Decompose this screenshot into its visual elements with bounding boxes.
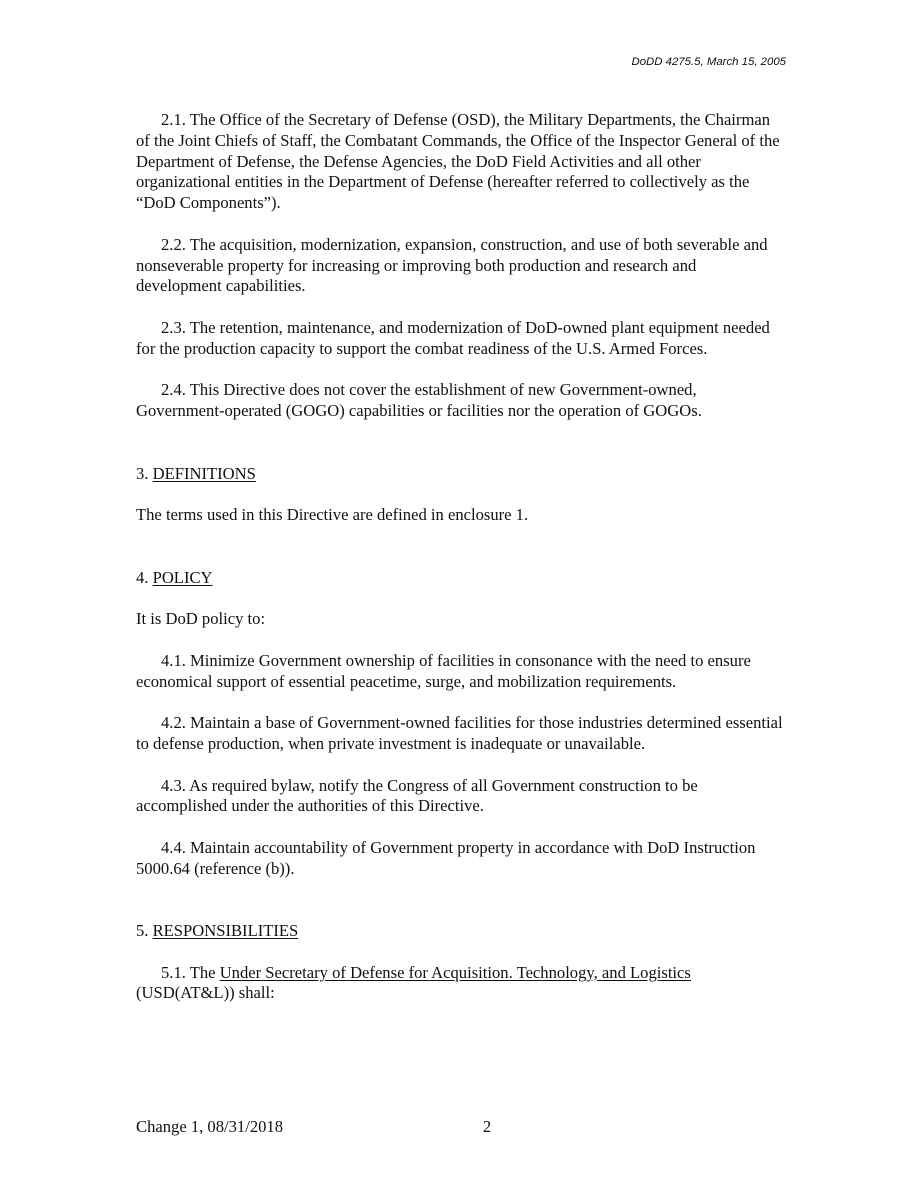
section-number: 3. [136, 463, 153, 483]
section-heading-policy [136, 568, 786, 589]
section-number: 5. [136, 921, 153, 941]
section-gap [136, 547, 786, 568]
section-title: RESPONSIBILITIES [152, 921, 299, 941]
paragraph-4-4: 4.4. Maintain accountability of Government property in accordance with DoD Instruction 5000.64 (reference (b)). [136, 837, 756, 878]
running-head: DoDD 4275.5, March 15, 2005 [631, 56, 786, 68]
paragraph-4-1: 4.1. Minimize Government ownership of facilities in consonance with the need to ensure economical support of essential peacetime, surge, and mobilization requirements. [136, 650, 751, 691]
paragraph-4-2: 4.2. Maintain a base of Government-owned facilities for those industries determined essential to defense production, when private investment is inadequate or unavailable. [136, 713, 783, 753]
paragraph-2-4: 2.4. This Directive does not cover the establishment of new Government-owned, Government-operated (GOGO) capabilities or facilities nor the operation of GOGOs. [136, 380, 702, 421]
section-heading-definitions [136, 464, 786, 485]
paragraph-2-1: 2.1. The Office of the Secretary of Defense (OSD), the Military Departments, the Chairman of the Joint Chiefs of Staff, the Combatant Commands, the Office of the Inspector General of the Department of Defense, the Defense Agencies, the DoD Field Activities and all other organizational entities in the Department of Defense (hereafter referred to collectively as the “DoD Components”). [136, 110, 780, 213]
document-body [136, 110, 786, 1025]
section-gap [136, 900, 786, 921]
paragraph-4-3: 4.3. As required bylaw, notify the Congress of all Government construction to be accomplished under the authorities of this Directive. [136, 775, 698, 816]
paragraph-prefix: 5.1. The [161, 962, 220, 982]
section-title: POLICY [152, 567, 213, 587]
page-number: 2 [482, 1117, 492, 1136]
section-title: DEFINITIONS [152, 463, 256, 483]
paragraph-2-3: 2.3. The retention, maintenance, and modernization of DoD-owned plant equipment needed for the production capacity to support the combat readiness of the U.S. Armed Forces. [136, 317, 770, 358]
paragraph-suffix: (USD(AT&L)) shall: [136, 983, 275, 1003]
definitions-text: The terms used in this Directive are defined in enclosure 1. [136, 505, 529, 525]
section-gap [136, 443, 786, 464]
change-notice: Change 1, 08/31/2018 [136, 1117, 284, 1136]
paragraph-2-2: 2.2. The acquisition, modernization, expansion, construction, and use of both severable and nonseverable property for increasing or improving both production and research and development capabilities. [136, 234, 768, 296]
paragraph-5-1 [136, 963, 786, 1005]
usd-atl-title: Under Secretary of Defense for Acquisition. Technology, and Logistics [219, 962, 691, 982]
policy-intro: It is DoD policy to: [136, 609, 266, 629]
section-number: 4. [136, 567, 153, 587]
section-heading-responsibilities [136, 921, 786, 942]
